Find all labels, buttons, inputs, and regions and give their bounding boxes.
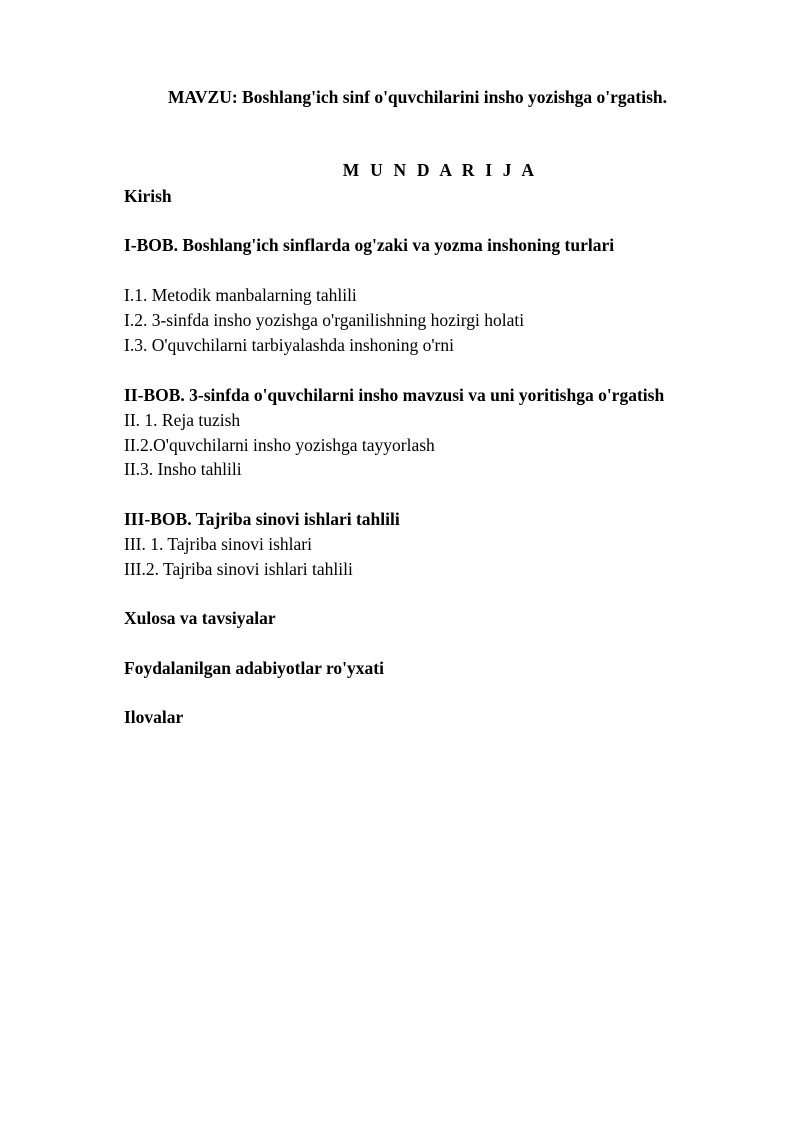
toc-chapter1-title: I-BOB. Boshlang'ich sinflarda og'zaki va yozma inshoning turlari: [124, 235, 615, 255]
toc-chapter1-section-2: I.2. 3-sinfda insho yozishga o'rganilishning hozirgi holati: [124, 310, 525, 330]
toc-chapter3-section-2: III.2. Tajriba sinovi ishlari tahlili: [124, 559, 353, 579]
toc-chapter2-title: II-BOB. 3-sinfda o'quvchilarni insho mavzusi va uni yoritishga o'rgatish: [124, 385, 665, 405]
toc-heading: M U N D A R I J A: [342, 160, 538, 180]
toc-chapter2-section-1: II. 1. Reja tuzish: [124, 410, 241, 430]
toc-chapter3-section-1: III. 1. Tajriba sinovi ishlari: [124, 534, 312, 554]
toc-chapter1-section-1: I.1. Metodik manbalarning tahlili: [124, 285, 357, 305]
toc-intro: Kirish: [124, 186, 172, 206]
toc-chapter2-section-3: II.3. Insho tahlili: [124, 459, 242, 479]
toc-appendices: Ilovalar: [124, 707, 184, 727]
topic-title: MAVZU: Boshlang'ich sinf o'quvchilarini insho yozishga o'rgatish.: [168, 87, 668, 107]
toc-chapter3-title: III-BOB. Tajriba sinovi ishlari tahlili: [124, 509, 400, 529]
toc-chapter2-section-2: II.2.O'quvchilarni insho yozishga tayyorlash: [124, 435, 435, 455]
toc-chapter1-section-3: I.3. O'quvchilarni tarbiyalashda inshoning o'rni: [124, 335, 454, 355]
toc-references: Foydalanilgan adabiyotlar ro'yxati: [124, 658, 384, 678]
toc-conclusion: Xulosa va tavsiyalar: [124, 608, 276, 628]
